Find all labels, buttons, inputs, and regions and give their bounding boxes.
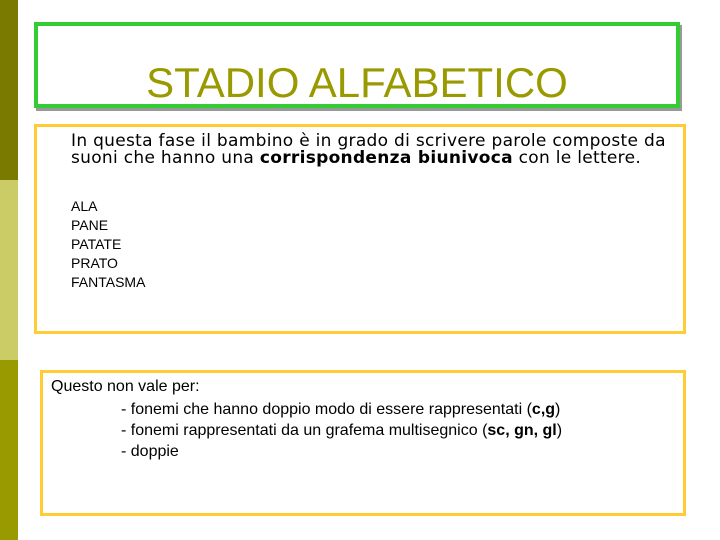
intro-text-2: con le lettere. xyxy=(512,148,642,168)
example-word: FANTASMA xyxy=(71,274,146,290)
note-list xyxy=(121,399,562,462)
slide-title: STADIO ALFABETICO xyxy=(146,59,568,106)
note-item xyxy=(121,399,562,420)
note-item-bold: sc, gn, gl xyxy=(487,422,557,439)
example-word-list xyxy=(71,197,145,292)
intro-paragraph xyxy=(71,133,671,167)
note-item-text: - fonemi rappresentati da un grafema multisegnico ( xyxy=(121,422,488,439)
content-box xyxy=(34,124,686,334)
side-bar-bottom xyxy=(0,360,18,540)
note-item xyxy=(121,420,562,441)
side-bar-top xyxy=(0,0,18,180)
note-item-text: - doppie xyxy=(121,443,179,460)
note-item-end: ) xyxy=(556,422,563,439)
title-box xyxy=(34,22,680,108)
note-item xyxy=(121,441,562,462)
example-word: PANE xyxy=(71,217,109,233)
note-item-bold: c,g xyxy=(531,401,556,418)
intro-bold: corrispondenza biunivoca xyxy=(259,148,513,168)
note-item-text: - fonemi che hanno doppio modo di essere rappresentati ( xyxy=(121,401,532,418)
note-title: Questo non vale per: xyxy=(51,378,200,395)
example-word: ALA xyxy=(71,198,98,214)
example-word: PATATE xyxy=(71,236,122,252)
example-word: PRATO xyxy=(71,255,118,271)
intro-text-1: In questa fase il bambino è in grado di scrivere parole composte da suoni che hanno una xyxy=(71,131,666,168)
note-item-end: ) xyxy=(555,401,561,418)
side-bar-middle xyxy=(0,180,18,360)
note-box xyxy=(40,370,686,516)
